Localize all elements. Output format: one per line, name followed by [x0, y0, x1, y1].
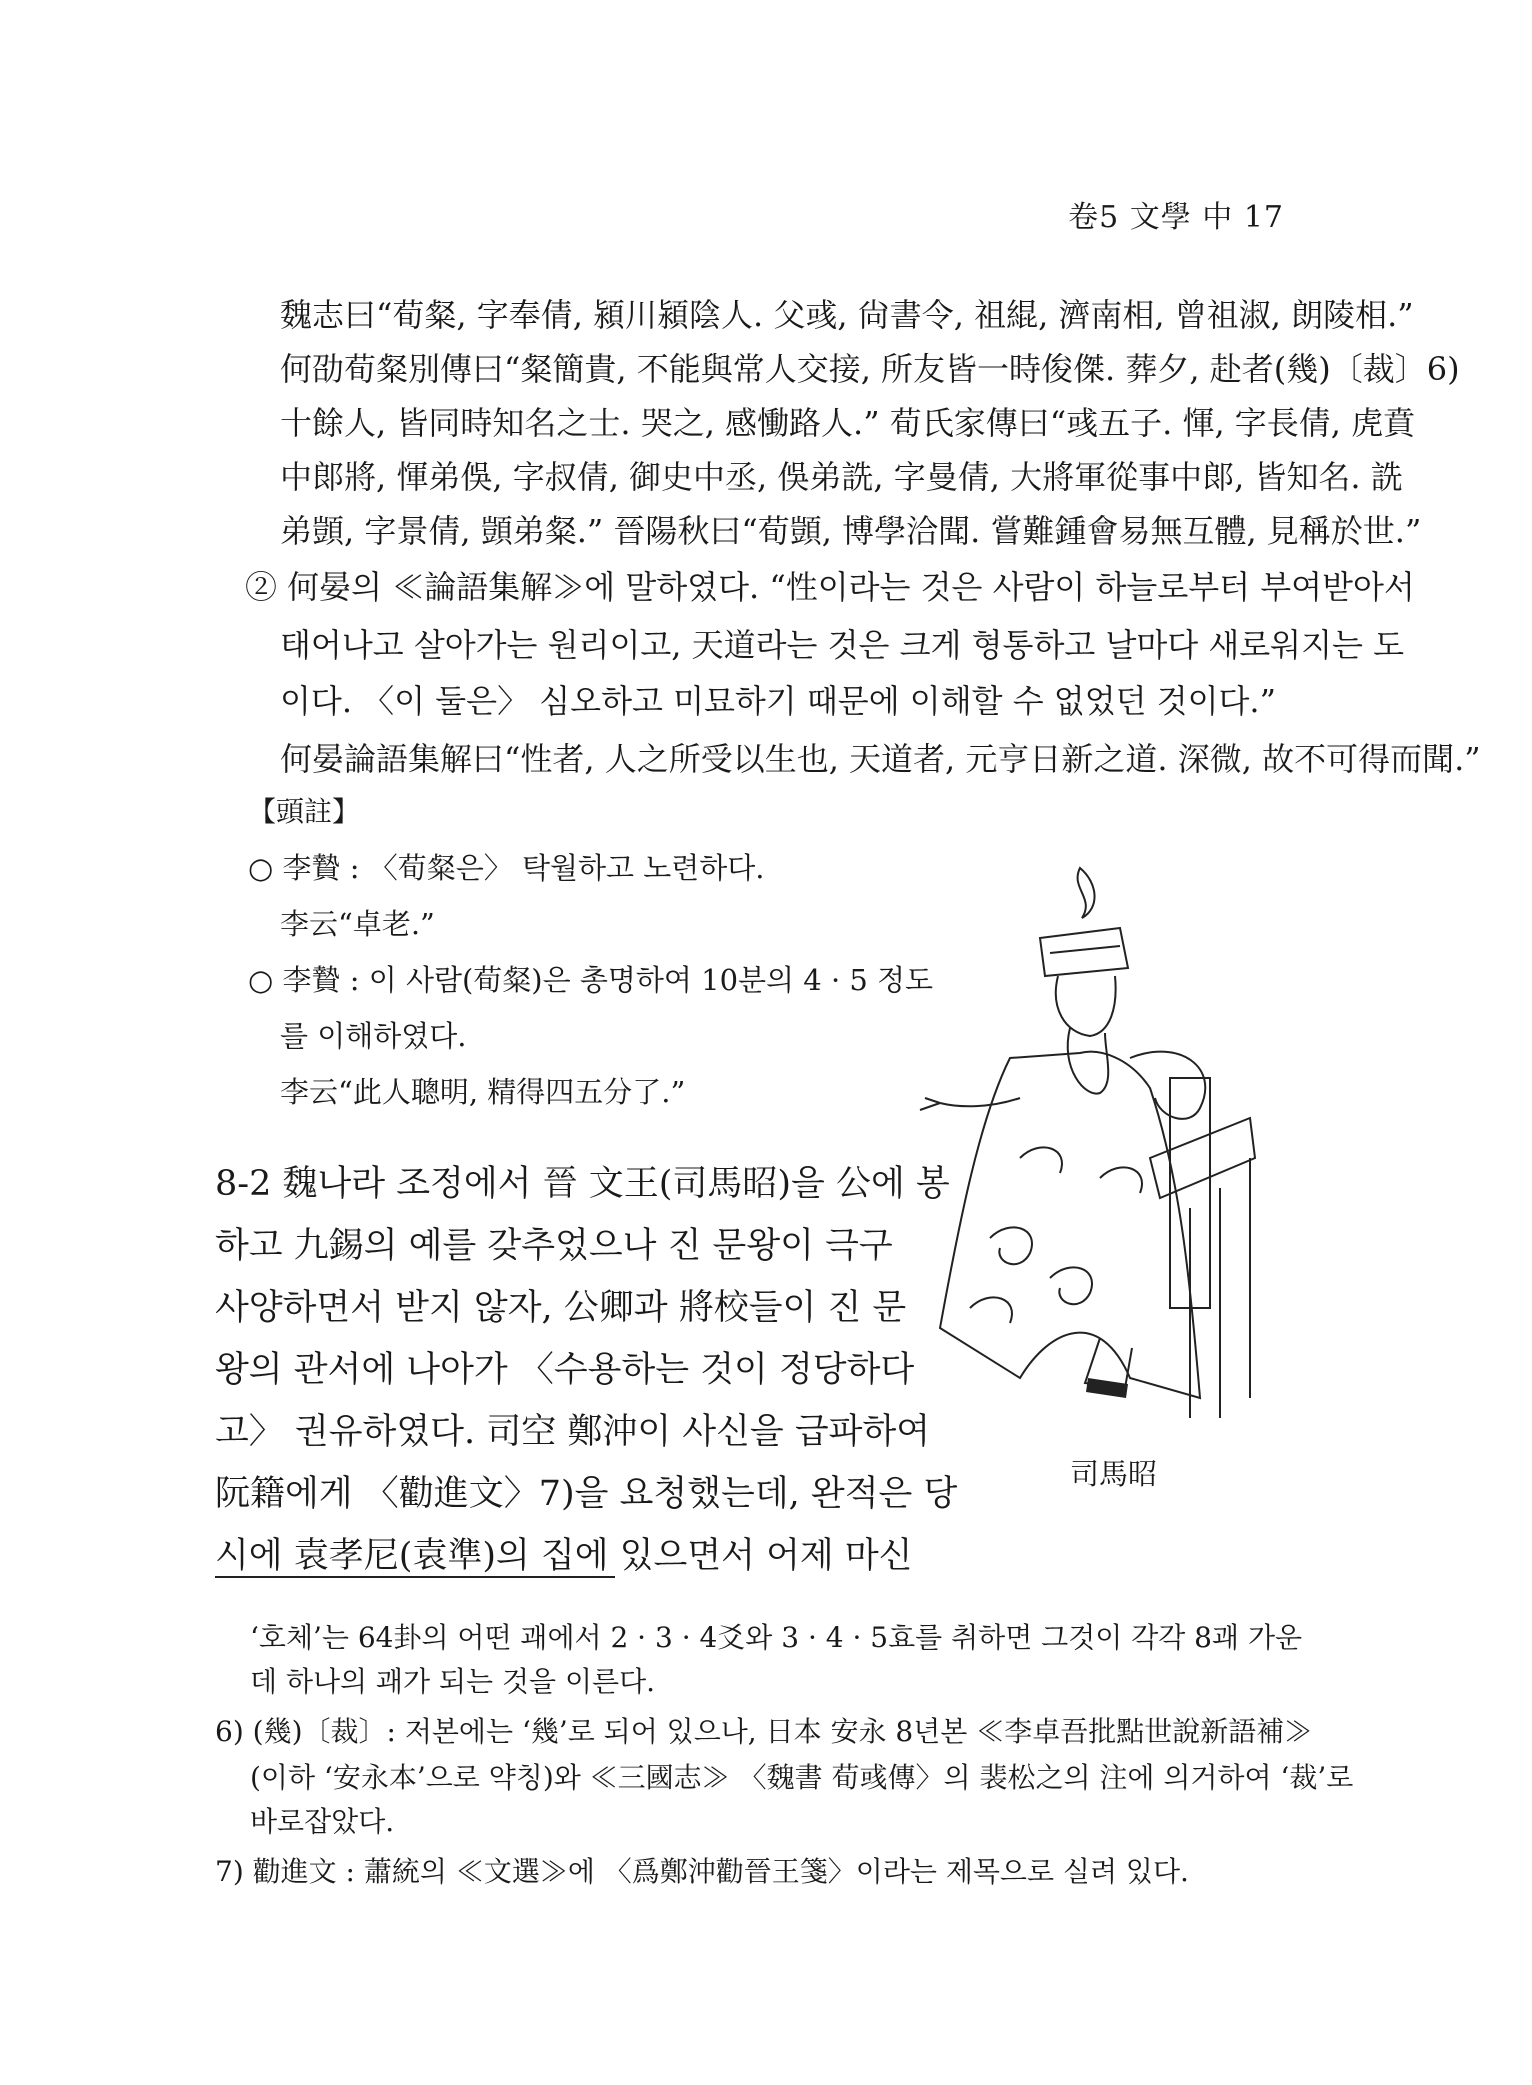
commentary-line: 태어나고 살아가는 원리이고, 天道라는 것은 크게 형통하고 날마다 새로워지는 도 — [280, 626, 1404, 664]
footnote-divider — [215, 1576, 615, 1578]
main-text-line: 시에 袁孝尼(袁準)의 집에 있으면서 어제 마신 — [215, 1536, 913, 1576]
footnote-line: ‘호체’는 64卦의 어떤 괘에서 2 · 3 · 4爻와 3 · 4 · 5효를 취하면 그것이 각각 8괘 가운 — [250, 1621, 1303, 1654]
headnote-line: ○ 李贄 : 〈荀粲은〉 탁월하고 노련하다. — [248, 851, 765, 885]
headnote-title: 【頭註】 — [248, 795, 361, 828]
commentary-line: 魏志曰“荀粲, 字奉倩, 潁川潁陰人. 父彧, 尙書令, 祖緄, 濟南相, 曾祖淑, 朗陵相.” — [280, 296, 1414, 334]
main-text-line: 사양하면서 받지 않자, 公卿과 將校들이 진 문 — [215, 1288, 907, 1328]
headnote-line: 李云“卓老.” — [280, 907, 435, 941]
portrait-illustration — [900, 858, 1270, 1438]
headnote-line: ○ 李贄 : 이 사람(荀粲)은 총명하여 10분의 4 · 5 정도 — [248, 963, 934, 997]
footnote-line: 데 하나의 괘가 되는 것을 이른다. — [250, 1665, 656, 1698]
commentary-line: 何劭荀粲別傳曰“粲簡貴, 不能與常人交接, 所友皆一時俊傑. 葬夕, 赴者(幾)〔裁〕6) — [280, 350, 1460, 388]
page-header: 卷5 文學 中 17 — [1068, 200, 1284, 235]
commentary-line: 弟顗, 字景倩, 顗弟粲.” 晉陽秋曰“荀顗, 博學洽聞. 嘗難鍾會易無互體, 見稱於世.” — [280, 512, 1422, 550]
main-text-line: 8-2 魏나라 조정에서 晉 文王(司馬昭)을 公에 봉 — [215, 1164, 950, 1204]
commentary-line: 十餘人, 皆同時知名之士. 哭之, 感慟路人.” 荀氏家傳曰“彧五子. 惲, 字長倩, 虎賁 — [280, 404, 1416, 442]
headnote-line: 李云“此人聰明, 精得四五分了.” — [280, 1075, 686, 1109]
footnote-line: 6) (幾)〔裁〕: 저본에는 ‘幾’로 되어 있으나, 日本 安永 8년본 ≪李卓吾批點世說新語補≫ — [215, 1715, 1313, 1748]
figure-caption: 司馬昭 — [1070, 1457, 1158, 1491]
footnote-line: 7) 勸進文 : 蕭統의 ≪文選≫에 〈爲鄭沖勸晉王箋〉이라는 제목으로 실려 있다. — [215, 1855, 1189, 1888]
main-text-line: 왕의 관서에 나아가 〈수용하는 것이 정당하다 — [215, 1350, 915, 1390]
headnote-line: 를 이해하였다. — [280, 1019, 467, 1053]
main-text-line: 阮籍에게 〈勸進文〉7)을 요청했는데, 완적은 당 — [215, 1474, 958, 1514]
commentary-line: 何晏論語集解曰“性者, 人之所受以生也, 天道者, 元亨日新之道. 深微, 故不可得而聞.” — [280, 740, 1481, 778]
main-text-line: 하고 九錫의 예를 갖추었으나 진 문왕이 극구 — [215, 1226, 893, 1266]
commentary-line: ② 何晏의 ≪論語集解≫에 말하였다. “性이라는 것은 사람이 하늘로부터 부여받아서 — [245, 568, 1415, 606]
commentary-line: 中郞將, 惲弟俁, 字叔倩, 御史中丞, 俁弟詵, 字曼倩, 大將軍從事中郞, 皆知名. 詵 — [280, 458, 1403, 496]
footnote-line: (이하 ‘安永本’으로 약칭)와 ≪三國志≫ 〈魏書 荀彧傳〉의 裴松之의 注에 의거하여 ‘裁’로 — [250, 1761, 1354, 1794]
main-text-line: 고〉 권유하였다. 司空 鄭沖이 사신을 급파하여 — [215, 1412, 931, 1452]
footnote-line: 바로잡았다. — [250, 1805, 395, 1838]
commentary-line: 이다. 〈이 둘은〉 심오하고 미묘하기 때문에 이해할 수 없었던 것이다.” — [280, 682, 1276, 720]
